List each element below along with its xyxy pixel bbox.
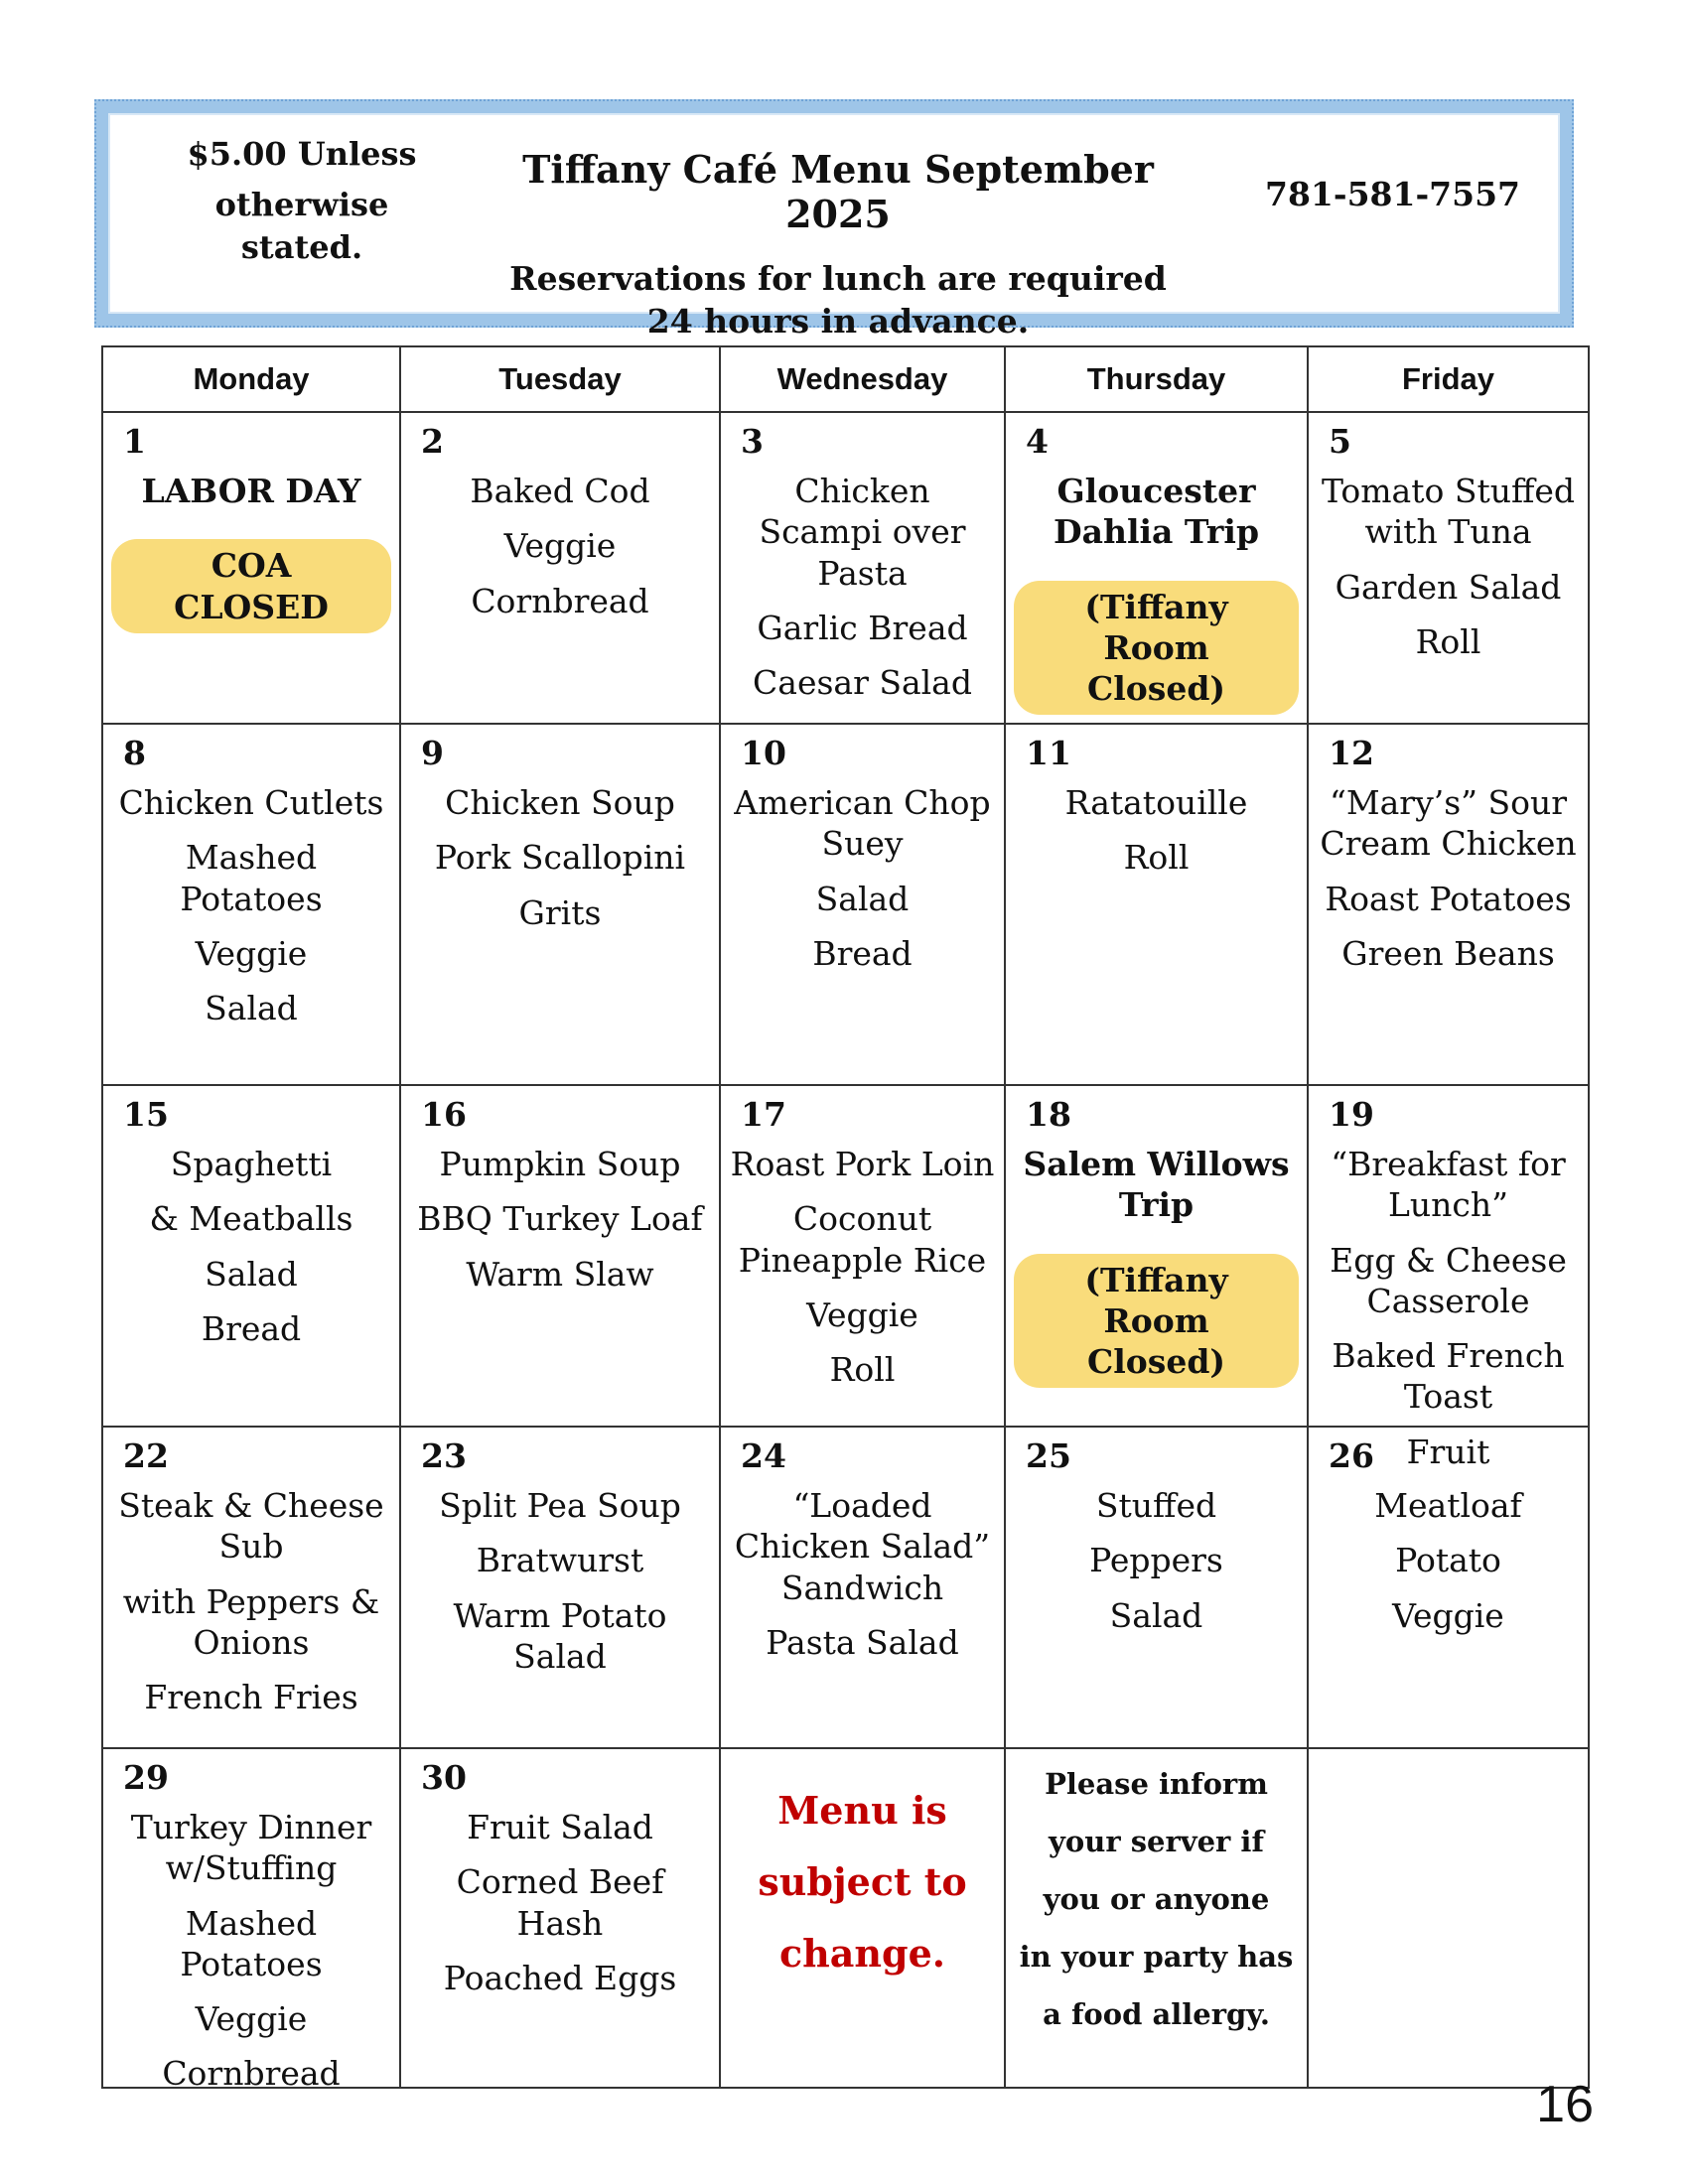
menu-item: Ratatouille	[1064, 783, 1248, 822]
week-row	[102, 724, 1589, 1085]
allergy-notice: you or anyone	[1043, 1882, 1270, 1916]
menu-change-notice: subject to	[758, 1859, 967, 1905]
closed-badge: (Tiffany Room Closed)	[1014, 581, 1299, 716]
menu-item: Veggie	[1392, 1595, 1504, 1635]
reservation-note-line-1: Reservations for lunch are required	[509, 259, 1167, 298]
day-cell-content	[103, 1086, 399, 1426]
menu-items	[729, 1092, 996, 1390]
menu-item: Gloucester Dahlia Trip	[1053, 472, 1260, 552]
menu-item: Pork Scallopini	[434, 838, 686, 878]
menu-item: Veggie	[806, 1295, 918, 1334]
day-number: 10	[741, 734, 786, 772]
menu-item: Coconut Pineapple Rice	[738, 1199, 987, 1280]
reservation-note-line-2: 24 hours in advance.	[646, 301, 1030, 341]
day-number: 23	[421, 1436, 467, 1475]
day-cell	[720, 1748, 1005, 2088]
day-number: 17	[741, 1095, 786, 1134]
day-cell-content	[721, 725, 1004, 1084]
weekday-thursday: Thursday	[1005, 346, 1308, 412]
day-cell-content	[1309, 1749, 1588, 2087]
menu-item: Egg & Cheese Casserole	[1330, 1240, 1567, 1320]
day-cell	[400, 1427, 720, 1748]
day-cell	[400, 724, 720, 1085]
day-cell-content	[1006, 413, 1307, 723]
day-cell	[1308, 1748, 1589, 2088]
menu-item: Roast Potatoes	[1325, 879, 1572, 918]
week-row	[102, 412, 1589, 724]
menu-items	[1317, 1755, 1580, 1793]
weekday-header-row	[102, 346, 1589, 412]
allergy-notice: Please inform	[1045, 1767, 1268, 1801]
menu-item: & Meatballs	[149, 1199, 353, 1239]
menu-item: Chicken Soup	[445, 783, 675, 822]
menu-item: Pasta Salad	[766, 1622, 959, 1662]
day-cell-content	[1309, 1428, 1588, 1747]
day-cell	[1308, 724, 1589, 1085]
menu-items	[1317, 419, 1580, 662]
closed-badge: (Tiffany Room Closed)	[1014, 1254, 1299, 1389]
menu-item: Warm Slaw	[466, 1254, 654, 1294]
menu-item: Salad	[205, 1254, 298, 1294]
menu-item: Chicken Cutlets	[118, 783, 384, 822]
menu-item: Cornbread	[162, 2054, 341, 2094]
day-number: 11	[1026, 734, 1071, 772]
day-cell-content	[401, 413, 719, 723]
day-cell-content	[103, 1428, 399, 1747]
day-cell	[400, 1085, 720, 1427]
phone-number: 781-581-7557	[1264, 175, 1520, 213]
weekday-wednesday: Wednesday	[720, 346, 1005, 412]
day-cell	[102, 1748, 400, 2094]
menu-item: Bread	[812, 933, 913, 973]
day-number: 29	[123, 1758, 169, 1797]
menu-item: Peppers	[1089, 1541, 1223, 1580]
menu-item: Baked Cod	[470, 472, 650, 510]
menu-items	[1317, 1092, 1580, 1472]
menu-item: Veggie	[503, 526, 617, 566]
menu-item: Salad	[815, 879, 910, 918]
day-number: 22	[123, 1436, 169, 1475]
day-number: 9	[421, 734, 444, 772]
week-row	[102, 1748, 1589, 2088]
menu-items	[409, 419, 711, 621]
menu-item: Garden Salad	[1335, 567, 1562, 607]
menu-item: Grits	[518, 892, 602, 932]
menu-item: Steak & Cheese Sub	[118, 1486, 384, 1567]
page-title: Tiffany Café Menu September 2025	[522, 147, 1154, 236]
menu-item: “Breakfast for Lunch”	[1331, 1145, 1566, 1225]
menu-item: Roast Pork Loin	[730, 1145, 995, 1183]
day-cell-content	[721, 413, 1004, 723]
menu-items	[111, 731, 391, 1028]
day-number: 8	[123, 734, 146, 772]
day-number: 1	[123, 422, 146, 461]
menu-item: Stuffed	[1095, 1486, 1217, 1525]
day-number: 16	[421, 1095, 467, 1134]
menu-item: Chicken Scampi over Pasta	[759, 472, 966, 593]
menu-items	[1014, 419, 1299, 729]
menu-item: Fruit	[1406, 1432, 1490, 1471]
day-cell	[1005, 1427, 1308, 1748]
day-cell-content	[401, 1086, 719, 1426]
day-number: 19	[1329, 1095, 1374, 1134]
day-cell	[1005, 1748, 1308, 2088]
day-cell	[102, 1427, 400, 1748]
day-number: 15	[123, 1095, 169, 1134]
day-cell-content	[103, 1749, 399, 2094]
menu-item: Split Pea Soup	[439, 1486, 681, 1525]
day-cell	[1308, 1427, 1589, 1748]
menu-item: Veggie	[195, 1999, 308, 2038]
menu-item: Green Beans	[1341, 933, 1555, 973]
menu-item: Veggie	[195, 933, 308, 973]
day-cell-content	[1309, 725, 1588, 1084]
menu-items	[1014, 1092, 1299, 1402]
price-note-line-3: stated.	[240, 228, 363, 267]
day-number: 4	[1026, 422, 1049, 461]
menu-item: BBQ Turkey Loaf	[417, 1199, 703, 1239]
menu-item: Turkey Dinner w/Stuffing	[130, 1808, 372, 1888]
day-number: 25	[1026, 1436, 1071, 1475]
weekday-tuesday: Tuesday	[400, 346, 720, 412]
menu-item: Tomato Stuffed with Tuna	[1321, 472, 1576, 552]
weekday-friday: Friday	[1308, 346, 1589, 412]
menu-item: French Fries	[144, 1678, 358, 1716]
menu-calendar	[101, 345, 1590, 2094]
day-number: 24	[741, 1436, 786, 1475]
day-cell	[1308, 412, 1589, 724]
menu-item: Salad	[1109, 1595, 1203, 1635]
menu-change-notice: change.	[779, 1931, 945, 1977]
price-note-line-2: otherwise	[214, 186, 389, 224]
menu-item: Roll	[829, 1350, 896, 1389]
page-number: 16	[1536, 2076, 1594, 2133]
weekday-monday: Monday	[102, 346, 400, 412]
day-cell	[1005, 724, 1308, 1085]
day-cell-content	[1006, 1086, 1307, 1426]
day-cell-content	[401, 725, 719, 1084]
day-cell	[400, 412, 720, 724]
closed-badge: COA CLOSED	[111, 539, 391, 633]
menu-item: “Loaded Chicken Salad” Sandwich	[734, 1486, 991, 1607]
day-cell-content	[401, 1428, 719, 1747]
day-cell	[720, 1085, 1005, 1427]
menu-item: “Mary’s” Sour Cream Chicken	[1320, 783, 1577, 864]
header-center	[466, 147, 1210, 343]
day-number: 18	[1026, 1095, 1071, 1134]
menu-item: Corned Beef Hash	[456, 1862, 664, 1943]
day-cell-content	[721, 1086, 1004, 1426]
day-cell-content	[1006, 1749, 1307, 2087]
day-number: 30	[421, 1758, 467, 1797]
menu-items	[409, 731, 711, 933]
day-cell-content	[1006, 725, 1307, 1084]
menu-item: Cornbread	[471, 581, 649, 620]
day-cell-content	[721, 1428, 1004, 1747]
day-number: 2	[421, 422, 444, 461]
menu-item: Garlic Bread	[757, 608, 968, 647]
menu-item: Caesar Salad	[753, 663, 972, 702]
menu-item: Roll	[1123, 838, 1190, 878]
menu-item: Pumpkin Soup	[439, 1145, 681, 1183]
menu-item: Salad	[205, 989, 298, 1027]
menu-item: Spaghetti	[170, 1145, 333, 1183]
week-row	[102, 1085, 1589, 1427]
menu-items	[111, 419, 391, 647]
day-cell-content	[721, 1749, 1004, 2087]
allergy-notice: your server if	[1049, 1825, 1264, 1858]
menu-item: Warm Potato Salad	[453, 1595, 667, 1676]
day-number: 12	[1329, 734, 1374, 772]
menu-item: Potato	[1395, 1541, 1501, 1580]
day-cell	[720, 1427, 1005, 1748]
menu-item: Bread	[201, 1308, 302, 1348]
day-cell-content	[1006, 1428, 1307, 1747]
day-number: 5	[1329, 422, 1351, 461]
day-cell	[102, 724, 400, 1085]
price-note-line-1: $5.00 Unless	[187, 135, 417, 173]
menu-items	[111, 1755, 391, 2095]
day-cell	[102, 412, 400, 724]
menu-item: with Peppers & Onions	[122, 1581, 380, 1662]
menu-item: American Chop Suey	[734, 783, 991, 864]
menu-item: Fruit Salad	[467, 1808, 653, 1846]
day-cell	[720, 412, 1005, 724]
week-row	[102, 1427, 1589, 1748]
allergy-notice: in your party has	[1019, 1940, 1294, 1974]
menu-items	[729, 419, 996, 703]
day-cell-content	[103, 413, 399, 723]
menu-item: Bratwurst	[476, 1541, 644, 1580]
menu-item: Poached Eggs	[443, 1958, 677, 1997]
day-number: 26	[1329, 1436, 1374, 1475]
menu-item: Roll	[1415, 621, 1481, 661]
day-cell	[102, 1085, 400, 1427]
day-cell	[400, 1748, 720, 2088]
menu-header	[94, 99, 1574, 341]
menu-item: Salem Willows Trip	[1023, 1145, 1290, 1225]
day-cell-content	[1309, 413, 1588, 723]
day-cell-content	[103, 725, 399, 1084]
menu-items	[729, 1755, 996, 1990]
day-cell-content	[401, 1749, 719, 2087]
menu-change-notice: Menu is	[777, 1788, 947, 1833]
day-cell	[1005, 412, 1308, 724]
day-cell	[1005, 1085, 1308, 1427]
day-number: 3	[741, 422, 764, 461]
menu-item: Meatloaf	[1374, 1486, 1522, 1525]
price-note	[168, 133, 436, 270]
menu-item: LABOR DAY	[141, 472, 361, 510]
menu-item: Mashed Potatoes	[180, 1903, 323, 1983]
allergy-notice: a food allergy.	[1043, 1997, 1270, 2031]
menu-items	[1014, 1755, 1299, 2043]
menu-item: Mashed Potatoes	[180, 838, 323, 918]
day-cell	[720, 724, 1005, 1085]
menu-item: Baked French Toast	[1332, 1336, 1565, 1417]
